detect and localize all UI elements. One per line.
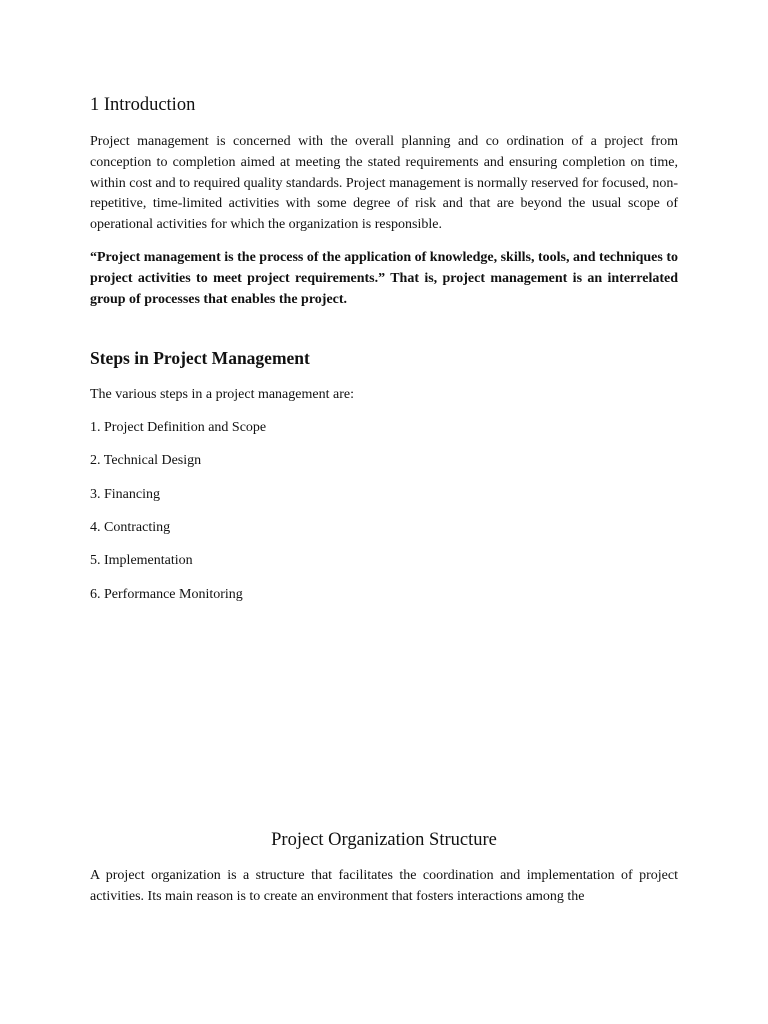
definition-paragraph: “Project management is the process of the application of knowledge, skills, tools, and techniques to project activities to meet project requirements.” That is, project management is an interrelated group of processes that enables the project.	[90, 249, 678, 307]
list-item: 6. Performance Monitoring	[90, 586, 243, 602]
section-heading-introduction: 1 Introduction	[90, 95, 196, 115]
organization-paragraph: A project organization is a structure that facilitates the coordination and implementation of project activities. Its main reason is to create an environment that fosters interactions among the	[90, 868, 678, 905]
list-item: 3. Financing	[90, 486, 160, 502]
introduction-paragraph: Project management is concerned with the overall planning and co ordination of a project from conception to completion aimed at meeting the stated requirements and ensuring completion on time, within cost and to required quality standards. Project management is normally reserved for focused, non-repetitive, time-limited activities with some degree of risk and that are beyond the usual scope of operational activities for which the organization is responsible.	[90, 134, 678, 233]
list-item: 4. Contracting	[90, 520, 171, 536]
list-item: 1. Project Definition and Scope	[90, 420, 267, 436]
section-heading-organization-structure: Project Organization Structure	[271, 830, 497, 851]
list-item: 2. Technical Design	[90, 453, 202, 469]
steps-lead-paragraph: The various steps in a project management are:	[90, 387, 354, 403]
steps-list	[90, 418, 678, 605]
section-heading-steps: Steps in Project Management	[90, 348, 310, 369]
list-item: 5. Implementation	[90, 553, 193, 569]
